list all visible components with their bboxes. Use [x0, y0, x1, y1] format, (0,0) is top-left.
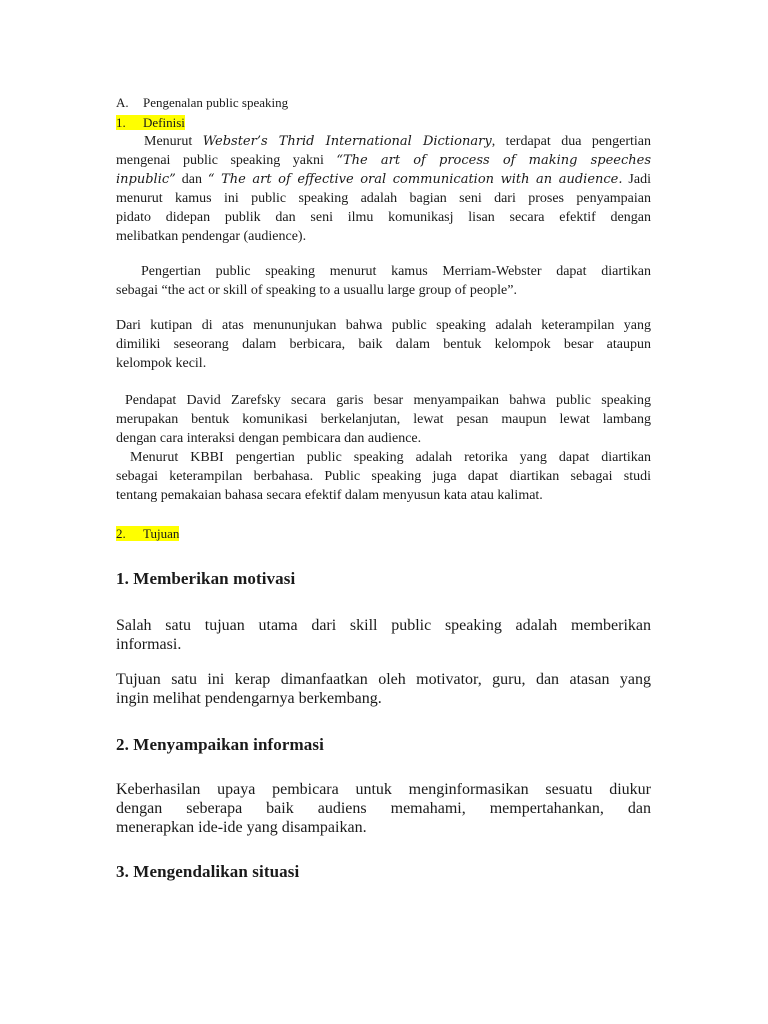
- p4-line-3: dengan cara interaksi dengan pembicara dan audience.: [116, 431, 422, 446]
- tujuan-highlight: [116, 526, 179, 541]
- p1-line-3: [116, 172, 651, 188]
- p1-text: Menurut: [144, 134, 203, 149]
- p1-quote-1-end: inpublic”: [116, 172, 176, 187]
- p1-text: mengenai public speaking yakni: [116, 153, 337, 168]
- p2-line-2: sebagai “the act or skill of speaking to a usuallu large group of people”.: [116, 283, 517, 298]
- p3-line-1: Dari kutipan di atas menununjukan bahwa public speaking adalah keterampilan yang: [116, 318, 651, 333]
- p1-book-title: Webster’s Thrid International Dictionary: [202, 134, 492, 149]
- section-a-heading: [116, 95, 651, 111]
- p1-line-5: pidato didepan publik dan seni ilmu komunikasj lisan secara efektif dengan: [116, 210, 651, 225]
- p1-line-4: menurut kamus ini public speaking adalah bagian seni dari proses penyampaian: [116, 191, 651, 206]
- p4-line-2: merupakan bentuk komunikasi berkelanjutan, lewat pesan maupun lewat lambang: [116, 412, 651, 427]
- p8-line-1: Keberhasilan upaya pembicara untuk menginformasikan sesuatu diukur: [116, 781, 651, 798]
- p1-text: dan: [175, 172, 208, 187]
- definisi-number: 1.: [116, 115, 126, 130]
- tujuan-number: 2.: [116, 526, 126, 541]
- p3-line-3: kelompok kecil.: [116, 356, 207, 371]
- heading-mengendalikan-situasi: 3. Mengendalikan situasi: [116, 862, 300, 881]
- p5-line-2: sebagai keterampilan berbahasa. Public speaking juga dapat diartikan sebagai studi: [116, 469, 651, 484]
- definisi-highlight: [116, 115, 185, 130]
- p3-line-2: dimiliki seseorang dalam berbicara, baik dalam bentuk kelompok besar ataupun: [116, 337, 651, 352]
- definisi-heading: [116, 115, 651, 131]
- tujuan-title: Tujuan: [143, 526, 180, 541]
- p7-line-2: ingin melihat pendengarnya berkembang.: [116, 690, 382, 707]
- p1-text: Jadi: [622, 172, 651, 187]
- p6-line-1: Salah satu tujuan utama dari skill public speaking adalah memberikan: [116, 617, 651, 634]
- tujuan-heading: [116, 526, 651, 542]
- p8-line-3: menerapkan ide-ide yang disampaikan.: [116, 819, 367, 836]
- section-a-title: Pengenalan public speaking: [143, 95, 289, 110]
- p7-line-1: Tujuan satu ini kerap dimanfaatkan oleh motivator, guru, dan atasan yang: [116, 671, 651, 688]
- p6-line-2: informasi.: [116, 636, 182, 653]
- definisi-title: Definisi: [143, 115, 185, 130]
- p2-line-1: Pengertian public speaking menurut kamus Merriam-Webster dapat diartikan: [141, 264, 651, 279]
- heading-memberikan-motivasi: 1. Memberikan motivasi: [116, 569, 296, 588]
- p1-quote-1: “The art of process of making speeches: [336, 153, 651, 168]
- p5-line-3: tentang pemakaian bahasa secara efektif dalam menyusun kata atau kalimat.: [116, 488, 543, 503]
- p1-line-6: melibatkan pendengar (audience).: [116, 229, 307, 244]
- p1-line-1: [116, 134, 651, 150]
- p1-quote-2: “ The art of effective oral communication with an audience.: [207, 172, 623, 187]
- p5-line-1: Menurut KBBI pengertian public speaking adalah retorika yang dapat diartikan: [130, 450, 651, 465]
- p1-line-2: [116, 153, 651, 169]
- section-a-number: A.: [116, 95, 129, 110]
- p8-line-2: dengan seberapa baik audiens memahami, mempertahankan, dan: [116, 800, 651, 817]
- p4-line-1: Pendapat David Zarefsky secara garis besar menyampaikan bahwa public speaking: [125, 393, 651, 408]
- heading-menyampaikan-informasi: 2. Menyampaikan informasi: [116, 735, 324, 754]
- p1-text: , terdapat dua pengertian: [491, 134, 652, 149]
